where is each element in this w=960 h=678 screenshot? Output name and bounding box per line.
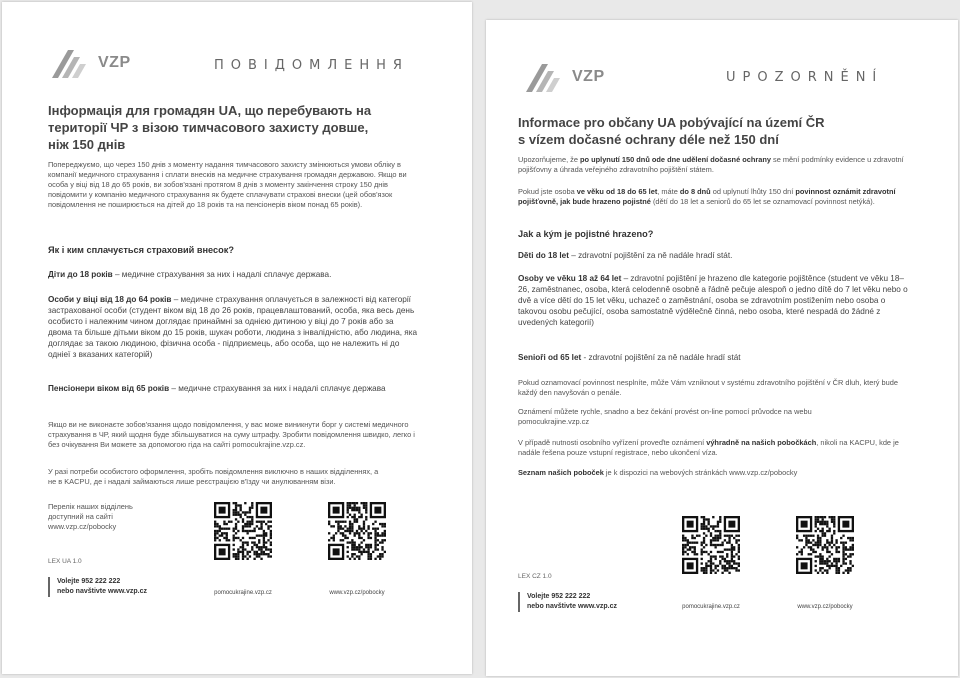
- vzp-brand: VZP: [572, 68, 605, 85]
- web-line: nebo navštivte www.vzp.cz: [527, 603, 617, 610]
- personal-paragraph: У разі потреби особистого оформлення, зробіть повідомлення виключно в наших відділеннях, а не в KACPU, де і надалі займаються лише реєстрацією в'їзду чи анулюванням візи.: [48, 467, 379, 486]
- qr-code-pomocukrajine[interactable]: [214, 502, 272, 560]
- vzp-logo-icon: [524, 60, 566, 94]
- seniors-rule: Пенсіонери віком від 65 років – медичне страхування за них і надалі сплачує держава: [48, 384, 386, 393]
- adults-rule: Osoby ve věku 18 až 64 let – zdravotní pojištění je hrazeno dle kategorie pojištěnce (student ve věku 18–26, zaměstnanec, osoba, která celodenně osobně a řádně pečuje alespoň o jedno dítě do 7 let věku nebo o dvě a více dětí do 15 let věku, uchazeč o zaměstnání, osoba se zdravotním postižením nebo osoba o takovou osobu pečující, osoba samostatně výdělečně činná, nebo osoba, které nespadá do žádné z uvedených kategorií): [518, 274, 908, 327]
- vzp-logo: [50, 46, 131, 80]
- adults-rule: Особи у віці від 18 до 64 років – медичне страхування оплачується в залежності від категорії застрахованої особи (студент віком від 18 до 26 років, працевлаштований, особа, яка весь день особисто і належним чином доглядає принаймні за однією дитиною у віці до 7 років або за двома та більше дітьми віком до 15 років, шукач роботи, людина з інвалідністю, або людина, яка доглядає за такою людиною, фізична особа - підприємець, або особа, що не належить ні до одніеї з вказаних категорій): [48, 295, 418, 359]
- vzp-logo-icon: [50, 46, 92, 80]
- ukrainian-leaflet: [2, 2, 472, 674]
- vzp-logo: [524, 60, 605, 94]
- online-paragraph: Oznámení můžete rychle, snadno a bez čekání provést on-line pomocí průvodce na webu pomocukrajine.vzp.cz: [518, 407, 812, 426]
- notice-header: ПОВІДОМЛЕННЯ: [214, 58, 409, 73]
- vzp-brand: VZP: [98, 54, 131, 71]
- lex-code: LEX CZ 1.0: [518, 573, 552, 580]
- branches-paragraph: Перелік наших відділень доступний на сайті www.vzp.cz/pobocky: [48, 502, 133, 531]
- children-rule: Діти до 18 років – медичне страхування за них і надалі сплачує держава.: [48, 270, 332, 279]
- page-title: Informace pro občany UA pobývající na území ČR s vízem dočasné ochrany déle než 150 dní: [518, 115, 825, 147]
- phone-line: Volejte 952 222 222: [527, 593, 591, 600]
- seniors-rule: Senioři od 65 let - zdravotní pojištění za ně nadále hradí stát: [518, 353, 741, 362]
- notice-header: UPOZORNĚNÍ: [726, 70, 884, 85]
- lex-code: LEX UA 1.0: [48, 558, 82, 565]
- branches-paragraph: Seznam našich poboček je k dispozici na webových stránkách www.vzp.cz/pobocky: [518, 468, 798, 477]
- qr-code-pobocky[interactable]: [328, 502, 386, 560]
- contact-box: [518, 592, 617, 612]
- web-line: nebo navštivte www.vzp.cz: [57, 588, 147, 595]
- qr-caption-pobocky: www.vzp.cz/pobocky: [797, 604, 853, 610]
- qr-code-pobocky[interactable]: [796, 516, 854, 574]
- contact-box: [48, 577, 147, 597]
- intro-paragraph: Попереджуємо, що через 150 днів з моменту надання тимчасового захисту змінюються умови обліку в компанії медичного страхування і сплати внесків на медичне страхування громадян державою. Якщо ви особа у віці від 18 до 65 років, ви зобов'язані протягом 8 днів з моменту закінчення строку 150 днів повідомити у компанію медичного страхування як будете сплачувати страхові внески (цей обов'язок повідомлення не поширюється на дітей до 18 років та на пенсіонерів віком понад 65 років).: [48, 160, 407, 209]
- children-rule: Děti do 18 let – zdravotní pojištění za ně nadále hradí stát.: [518, 251, 733, 260]
- qr-caption-pomocukrajine: pomocukrajine.vzp.cz: [214, 590, 272, 596]
- qr-caption-pobocky: www.vzp.cz/pobocky: [329, 590, 385, 596]
- warning-paragraph: Якщо ви не виконаєте зобов'язання щодо повідомлення, у вас може виникнути борг у системі медичного страхування в ЧР, який щодня буде збільшуватися на суму штрафу. Зробити повідомлення швидко, легко і без очікування Ви можете за допомогою гіда на сайті pomocukrajine.vzp.cz.: [48, 420, 415, 449]
- personal-paragraph: V případě nutnosti osobního vyřízení proveďte oznámení výhradně na našich pobočkách, nikoli na KACPU, kde je nadále řešena pouze vstupní registrace, nebo ukončení víza.: [518, 438, 899, 457]
- page-title: Інформація для громадян UA, що перебувають на території ЧР з візою тимчасового захисту довше, ніж 150 днів: [48, 103, 372, 152]
- qr-code-pomocukrajine[interactable]: [682, 516, 740, 574]
- phone-line: Volejte 952 222 222: [57, 578, 121, 585]
- czech-leaflet: [486, 20, 958, 676]
- section-subtitle: Як і ким сплачується страховий внесок?: [48, 245, 234, 255]
- obligation-paragraph: Pokud jste osoba ve věku od 18 do 65 let, máte do 8 dnů od uplynutí lhůty 150 dní povinnost oznámit zdravotní pojišťovně, jak bude hrazeno pojistné (dětí do 18 let a seniorů do 65 let se oznamovací povinnost netýká).: [518, 187, 896, 206]
- section-subtitle: Jak a kým je pojistné hrazeno?: [518, 229, 654, 239]
- intro-paragraph: Upozorňujeme, že po uplynutí 150 dnů ode dne udělení dočasné ochrany se mění podmínky evidence u zdravotní pojišťovny a úhrada veřejného zdravotního pojištění státem.: [518, 155, 904, 174]
- warning-paragraph: Pokud oznamovací povinnost nesplníte, může Vám vzniknout v systému zdravotního pojištění v ČR dluh, který bude každý den navyšován o penále.: [518, 378, 898, 397]
- qr-caption-pomocukrajine: pomocukrajine.vzp.cz: [682, 604, 740, 610]
